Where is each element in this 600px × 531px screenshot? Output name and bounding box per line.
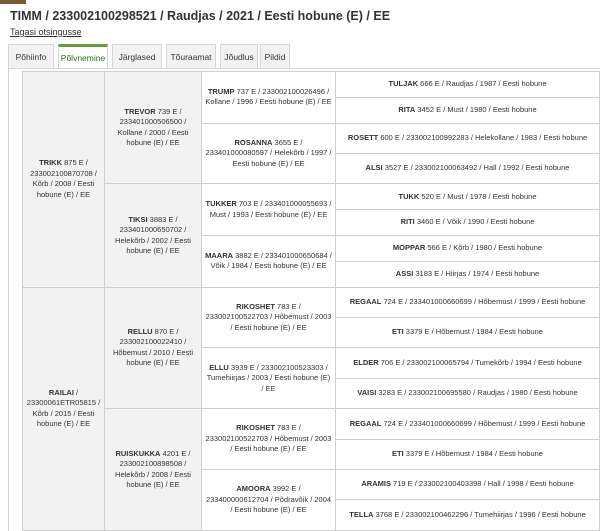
horse-name[interactable]: ROSANNA <box>234 137 273 147</box>
horse-details: 3527 E / 233002100063492 / Hall / 1992 / Eesti hobune <box>384 163 570 173</box>
pedigree-ancestor <box>336 97 600 123</box>
pedigree-dam-dam <box>105 409 202 531</box>
tab-polvnemine[interactable]: Põlvnemine <box>58 44 108 69</box>
pedigree-ancestor <box>336 470 600 500</box>
horse-name[interactable]: TULJAK <box>388 79 419 89</box>
pedigree-sire-sire <box>105 72 202 184</box>
horse-details: 3883 E / 233401000650702 / Helekõrb / 2002 / Eesti hobune (E) / EE <box>115 214 191 256</box>
horse-details: 600 E / 233002100992283 / Helekollane / 1983 / Eesti hobune <box>380 133 588 143</box>
horse-details: 3939 E / 233002100523303 / Tumehiirjas / 2003 / Eesti hobune (E) / EE <box>206 362 331 393</box>
horse-details: 724 E / 233401000660699 / Hõbemust / 1999 / Eesti hobune <box>383 297 586 307</box>
tab-pohiinfo[interactable]: Põhiinfo <box>8 44 54 69</box>
horse-name[interactable]: ASSI <box>395 269 414 278</box>
table-row <box>23 287 600 317</box>
pedigree-ancestor <box>202 72 336 124</box>
horse-details: 3452 E / Must / 1980 / Eesti hobune <box>417 104 537 114</box>
horse-name[interactable]: ROSETT <box>347 133 379 143</box>
pedigree-ancestor <box>202 409 336 470</box>
pedigree-ancestor <box>336 261 600 287</box>
horse-name[interactable]: RAILAI <box>48 387 74 397</box>
horse-details: 783 E / 233002100522703 / Hõbemust / 2003 / Eesti hobune (E) / EE <box>205 301 332 332</box>
horse-name[interactable]: RELLU <box>127 326 153 336</box>
horse-name[interactable]: RUISKUKKA <box>115 448 161 458</box>
pedigree-ancestor <box>202 123 336 184</box>
horse-details: 4201 E / 233002100898508 / Helekõrb / 2008 / Eesti hobune (E) / EE <box>115 448 191 490</box>
horse-details: 3768 E / 233002100462296 / Tumehiirjas / 1996 / Eesti hobune <box>375 509 586 519</box>
horse-name[interactable]: TRIKK <box>39 158 63 168</box>
horse-name[interactable]: RITA <box>398 104 416 114</box>
pedigree-ancestor <box>336 439 600 469</box>
pedigree-ancestor <box>336 409 600 439</box>
back-to-search-link[interactable]: Tagasi otsingusse <box>10 27 82 37</box>
tab-pildid[interactable]: Pildid <box>260 44 290 69</box>
pedigree-ancestor <box>336 184 600 210</box>
pedigree-ancestor <box>202 348 336 409</box>
horse-details: 566 E / Kõrb / 1980 / Eesti hobune <box>427 243 543 253</box>
horse-details: 737 E / 233002100026496 / Kollane / 1996 / Eesti hobune (E) / EE <box>205 86 332 107</box>
horse-name[interactable]: AMOORA <box>236 484 271 494</box>
horse-details: 719 E / 233002100403398 / Hall / 1998 / Eesti hobune <box>393 479 574 489</box>
pedigree-ancestor <box>202 287 336 348</box>
horse-details: 3183 E / Hiirjas / 1974 / Eesti hobune <box>415 269 540 278</box>
pedigree-ancestor <box>336 500 600 531</box>
horse-details: 724 E / 233401000660699 / Hõbemust / 1999 / Eesti hobune <box>383 418 586 428</box>
horse-name[interactable]: TUKK <box>398 191 420 201</box>
pedigree-dam <box>23 287 105 530</box>
horse-name[interactable]: ARAMIS <box>361 479 391 489</box>
horse-name[interactable]: REGAAL <box>349 418 382 428</box>
pedigree-ancestor <box>336 210 600 236</box>
horse-name[interactable]: ELDER <box>353 357 379 367</box>
pedigree-ancestor <box>336 318 600 348</box>
horse-name[interactable]: TRUMP <box>207 86 235 96</box>
horse-name[interactable]: ETI <box>392 449 404 459</box>
horse-details: 875 E / 233002100870708 / Kõrb / 2008 / Eesti hobune (E) / EE <box>30 158 97 199</box>
pedigree-ancestor <box>336 123 600 153</box>
horse-details: 870 E / 233002100022410 / Hõbemust / 2010 / Eesti hobune (E) / EE <box>112 326 194 368</box>
logo-fragment <box>0 0 26 4</box>
horse-details: 3283 E / 233002100695580 / Raudjas / 1980 / Eesti hobune <box>378 388 578 398</box>
pedigree-table <box>22 71 600 531</box>
horse-details: 3655 E / 233401000080597 / Helekõrb / 1997 / Eesti hobune (E) / EE <box>205 137 332 168</box>
horse-name[interactable]: MAARA <box>205 250 234 260</box>
pedigree-dam-sire <box>105 287 202 409</box>
horse-name[interactable]: ETI <box>392 327 404 337</box>
horse-name[interactable]: RIKOSHET <box>236 301 275 311</box>
horse-name[interactable]: TUKKER <box>205 199 237 209</box>
pedigree-ancestor <box>336 236 600 262</box>
horse-details: 706 E / 233002100065794 / Tumekõrb / 1994 / Eesti hobune <box>380 357 582 367</box>
pedigree-sire-dam <box>105 184 202 287</box>
pedigree-ancestor <box>202 470 336 531</box>
tab-jarglased[interactable]: Järglased <box>112 44 162 69</box>
tab-bar <box>8 44 600 69</box>
horse-name[interactable]: MOPPAR <box>392 243 426 253</box>
horse-details: 739 E / 233401000506500 / Kollane / 2000 / Eesti hobune (E) / EE <box>117 106 189 148</box>
horse-details: 520 E / Must / 1978 / Eesti hobune <box>421 191 537 201</box>
pedigree-ancestor <box>336 287 600 317</box>
horse-name[interactable]: ALSI <box>365 163 383 173</box>
tab-touraamat[interactable]: Tõuraamat <box>166 44 216 69</box>
horse-details: 3379 E / Hõbemust / 1984 / Eesti hobune <box>405 449 543 459</box>
horse-name[interactable]: RIKOSHET <box>236 423 275 433</box>
pedigree-ancestor <box>336 154 600 184</box>
pedigree-ancestor <box>336 348 600 378</box>
horse-name[interactable]: TIKSI <box>128 214 148 224</box>
page-title: TIMM / 233002100298521 / Raudjas / 2021 / Eesti hobune (E) / EE <box>10 9 391 23</box>
horse-name[interactable]: VAISI <box>357 388 377 398</box>
tab-joudlus[interactable]: Jõudlus <box>220 44 258 69</box>
horse-name[interactable]: TELLA <box>349 509 374 519</box>
horse-details: 3379 E / Hõbemust / 1984 / Eesti hobune <box>405 327 543 337</box>
horse-details: 3460 E / Võik / 1990 / Eesti hobune <box>416 217 535 227</box>
horse-details: 703 E / 233401000055693 / Must / 1993 / Eesti hobune (E) / EE <box>209 199 332 219</box>
table-row <box>23 409 600 439</box>
horse-details: 783 E / 233002100522703 / Hõbemust / 2003 / Eesti hobune (E) / EE <box>205 423 332 454</box>
table-row <box>23 72 600 98</box>
horse-details: 3992 E / 233400000612704 / Põdravõik / 2004 / Eesti hobune (E) / EE <box>205 484 332 515</box>
horse-name[interactable]: REGAAL <box>349 297 382 307</box>
horse-name[interactable]: RITI <box>400 217 415 227</box>
horse-details: 666 E / Raudjas / 1987 / Eesti hobune <box>420 79 547 89</box>
top-strip <box>0 0 600 4</box>
pedigree-ancestor <box>336 378 600 408</box>
horse-details: / 23300061ETR05815 / Kõrb / 2015 / Eesti hobune (E) / EE <box>26 387 101 429</box>
pedigree-ancestor <box>202 236 336 288</box>
pedigree-ancestor <box>336 72 600 98</box>
pedigree-sire <box>23 72 105 288</box>
pedigree-ancestor <box>202 184 336 236</box>
horse-details: 3882 E / 233401000650684 / Võik / 1984 / Eesti hobune (E) / EE <box>210 250 332 271</box>
horse-name[interactable]: TREVOR <box>124 106 156 116</box>
table-row <box>23 184 600 210</box>
horse-name[interactable]: ELLU <box>209 362 229 372</box>
